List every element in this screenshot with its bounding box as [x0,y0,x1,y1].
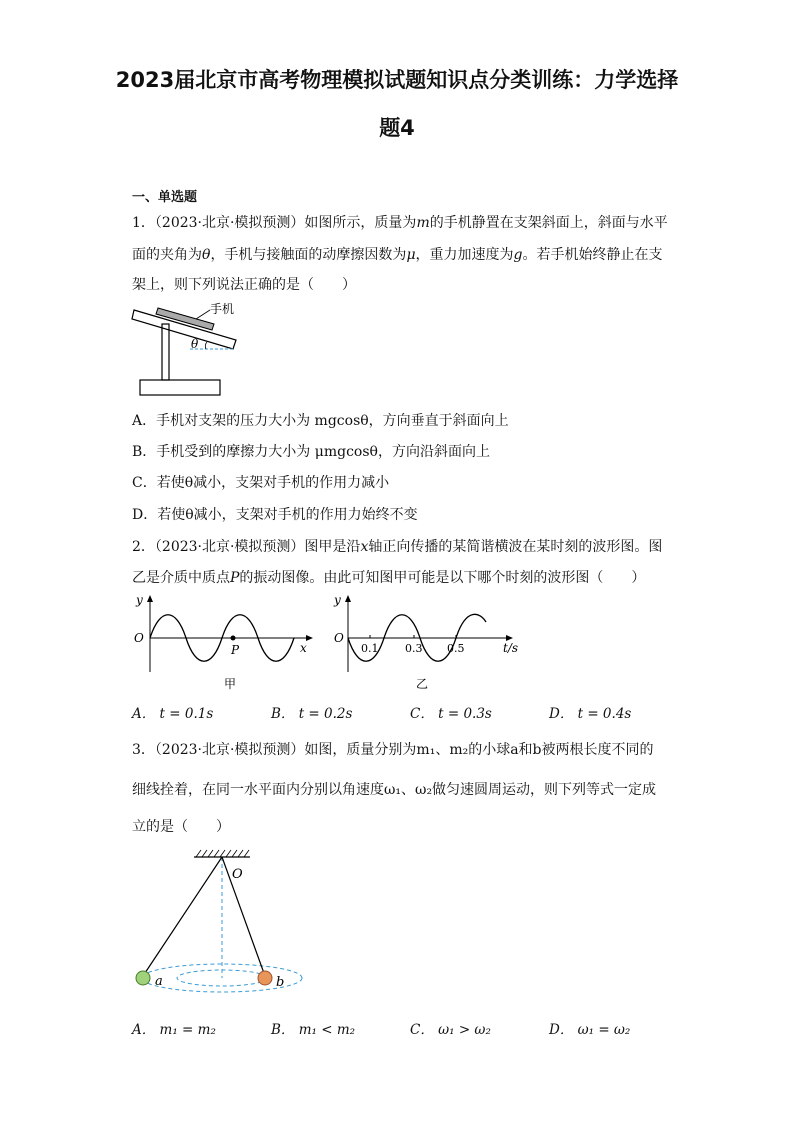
q2-option-c[interactable]: C． t = 0.3s [410,706,492,722]
q3-line2: 细线拴着，在同一水平面内分别以角速度ω₁、ω₂做匀速圆周运动，则下列等式一定成 [132,782,657,798]
q3-line3: 立的是（ ） [132,819,230,835]
string-a [143,857,222,976]
y-label: y [136,593,143,607]
stand-base [140,380,220,395]
origin-label: O [334,631,344,645]
y-label: y [334,593,341,607]
q1-phone-stand-figure [130,300,250,400]
t-label: t/s [503,641,519,655]
q1-option-a[interactable]: A．手机对支架的压力大小为 mgcosθ，方向垂直于斜面向上 [132,413,509,429]
q2-line2: 乙是介质中质点P的振动图像。由此可知图甲可能是以下哪个时刻的波形图（ ） [132,570,646,586]
theta-label: θ [191,337,199,351]
q3-option-d[interactable]: D． ω₁ = ω₂ [549,1022,631,1038]
q2-line1: 2．（2023·北京·模拟预测）图甲是沿x轴正向传播的某简谐横波在某时刻的波形图。图 [132,539,663,555]
ceiling-hatch [196,850,249,857]
q3-conical-pendulum-figure [130,845,330,995]
origin-label: O [134,631,144,645]
ball-a-label: a [155,974,163,989]
section-heading: 一、单选题 [132,190,198,205]
q2-vibration-figure-yi [332,592,522,692]
q2-option-d[interactable]: D． t = 0.4s [549,706,632,722]
p-label: P [231,643,240,657]
y-arrow [345,595,351,602]
q3-option-a[interactable]: A． m₁ = m₂ [132,1022,216,1038]
stand-post [162,324,169,380]
q1-line1: 1．（2023·北京·模拟预测）如图所示，质量为m的手机静置在支架斜面上，斜面与水平 [132,215,668,231]
angle-arc [205,342,207,349]
label-pointer [196,310,210,319]
tick-label-0.3: 0.3 [405,642,423,655]
string-b [222,857,265,976]
q1-option-c[interactable]: C．若使θ减小，支架对手机的作用力减小 [132,475,390,491]
q1-line2: 面的夹角为θ，手机与接触面的动摩擦因数为μ，重力加速度为g。若手机始终静止在支 [132,247,663,263]
q1-option-b[interactable]: B．手机受到的摩擦力大小为 μmgcosθ，方向沿斜面向上 [132,444,490,460]
caption-jia: 甲 [224,677,237,691]
y-arrow [147,595,153,602]
doc-title-line1: 2023届北京市高考物理模拟试题知识点分类训练：力学选择 [115,68,679,92]
q2-wave-figure-jia [130,592,320,692]
phone-label: 手机 [210,302,235,316]
q3-option-b[interactable]: B． m₁ < m₂ [271,1022,356,1038]
q1-line3: 架上，则下列说法正确的是（ ） [132,277,356,293]
q2-option-b[interactable]: B． t = 0.2s [271,706,353,722]
q2-option-a[interactable]: A． t = 0.1s [132,706,214,722]
doc-title-line2: 题4 [379,116,415,140]
point-p [231,636,236,641]
ball-b-label: b [276,975,285,990]
tick-label-0.1: 0.1 [361,642,379,655]
q1-option-d[interactable]: D．若使θ减小，支架对手机的作用力始终不变 [132,507,418,523]
pivot-label: O [232,867,243,882]
ball-a [136,971,150,985]
ball-b [258,971,272,985]
q3-option-c[interactable]: C． ω₁ > ω₂ [410,1022,491,1038]
x-arrow [306,635,313,641]
caption-yi: 乙 [416,677,429,691]
q3-line1: 3．（2023·北京·模拟预测）如图，质量分别为m₁、m₂的小球a和b被两根长度不同的 [132,742,654,758]
tick-label-0.5: 0.5 [447,642,465,655]
x-label: x [300,641,307,655]
